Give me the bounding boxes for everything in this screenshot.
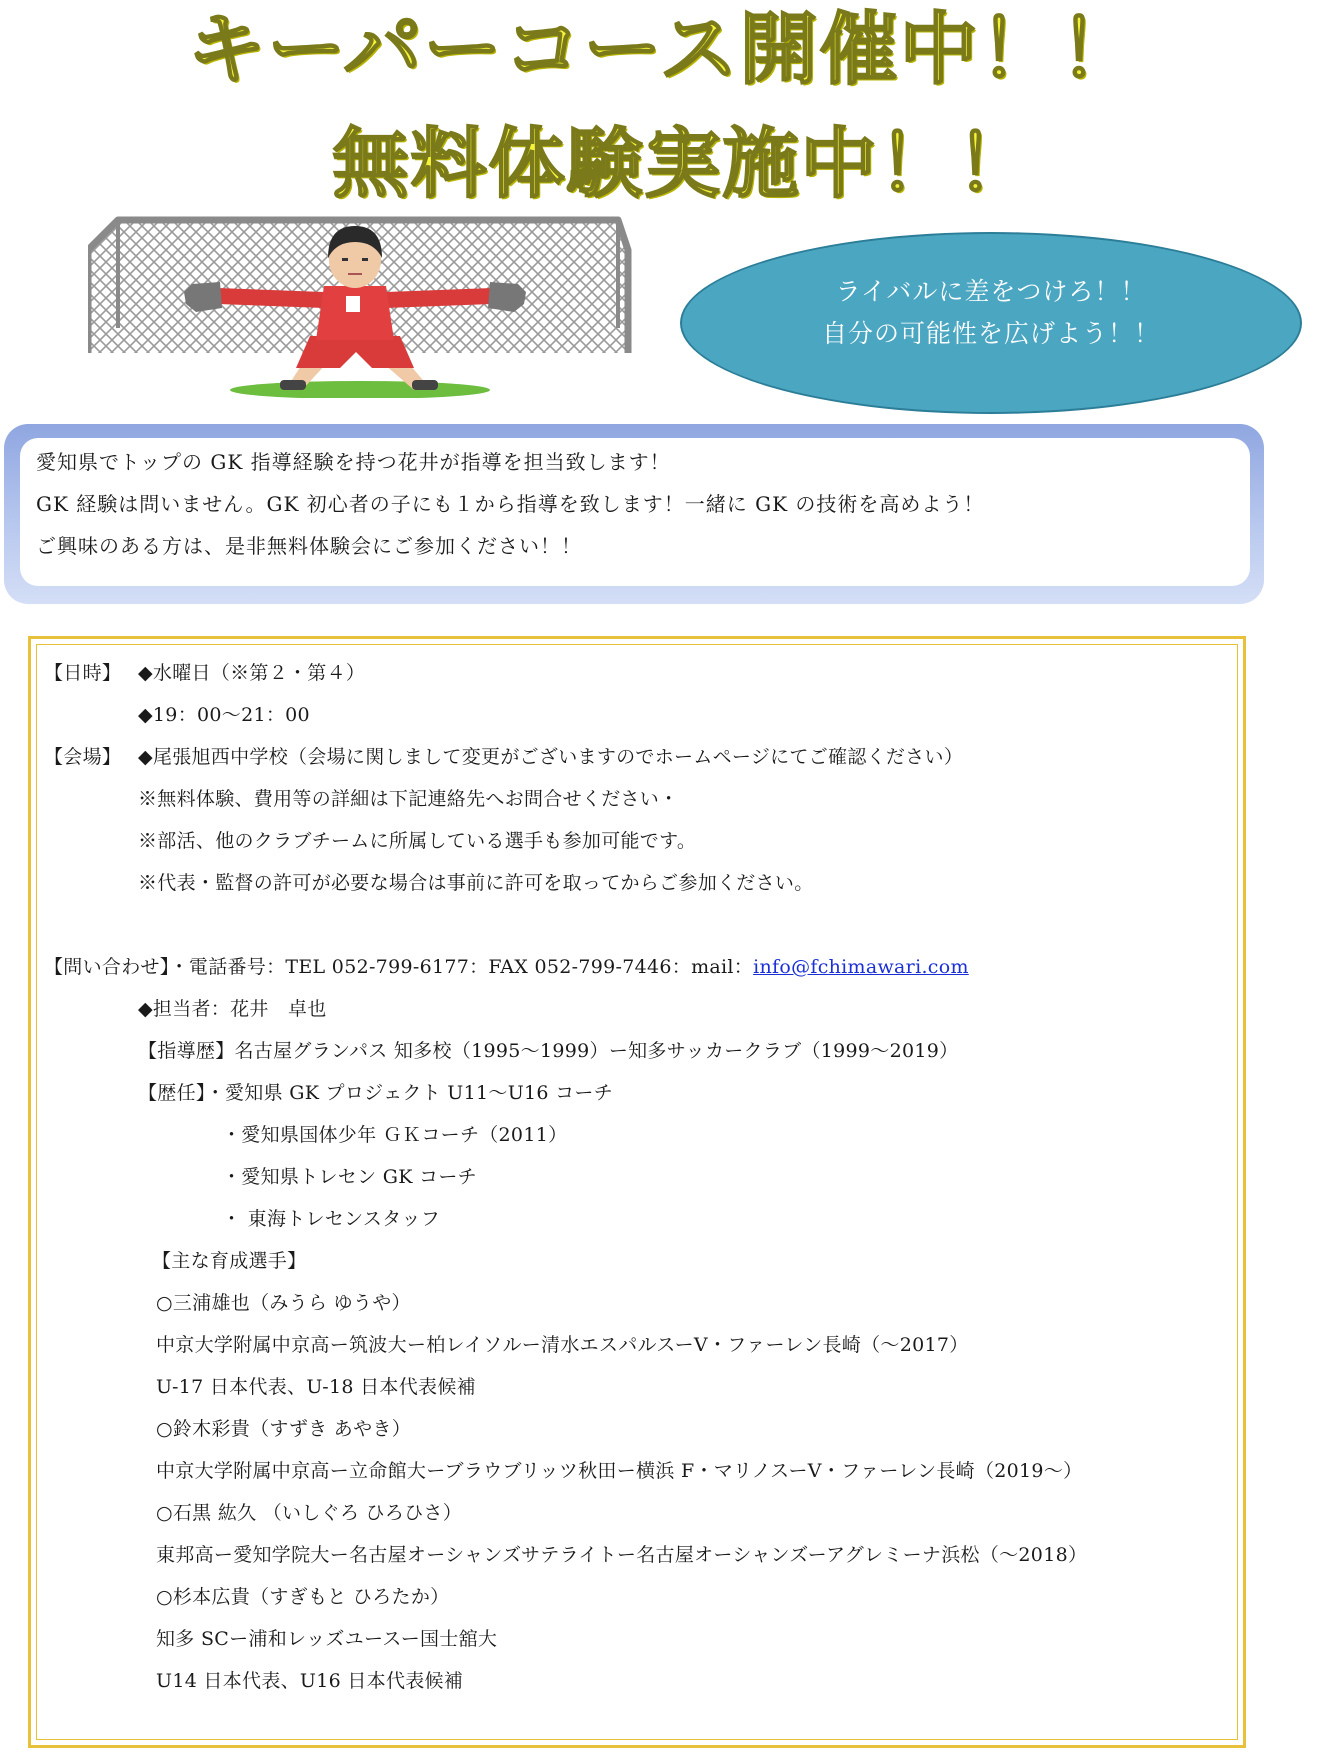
player-line: 知多 SCー浦和レッズユースー国士舘大 xyxy=(156,1628,498,1650)
contact-phone-fax: 【問い合わせ】・電話番号：TEL 052-799-6177：FAX 052-799-7446：mail： xyxy=(44,956,754,978)
contact-person: ◆担当者：花井 卓也 xyxy=(138,998,327,1020)
player-line: 中京大学附属中京高ー立命館大ーブラウブリッツ秋田ー横浜 F・マリノスーV・ファーレン長崎（2019〜） xyxy=(156,1460,1083,1482)
venue-label: 【会場】 xyxy=(44,746,122,768)
intro-line-2: GK 経験は問いません。GK 初心者の子にも１から指導を致します！一緒に GK の技術を高めよう！ xyxy=(36,492,985,516)
goalkeeper-illustration xyxy=(88,208,648,398)
callout-line-1: ライバルに差をつけろ！！ xyxy=(835,277,1147,306)
player-line: U-17 日本代表、U-18 日本代表候補 xyxy=(156,1376,476,1398)
intro-line-3: ご興味のある方は、是非無料体験会にご参加ください！！ xyxy=(36,534,582,558)
player-line: ○鈴木彩貴（すずき あやき） xyxy=(156,1418,412,1440)
position-1: ・愛知県国体少年 ＧＫコーチ（2011） xyxy=(222,1124,568,1146)
email-link[interactable]: info@fchimawari.com xyxy=(753,956,969,978)
venue-note-2: ※部活、他のクラブチームに所属している選手も参加可能です。 xyxy=(138,830,697,852)
player-line: ○三浦雄也（みうら ゆうや） xyxy=(156,1292,411,1314)
schedule-day: ◆水曜日（※第２・第４） xyxy=(138,662,366,684)
headline: キーパーコース開催中！！ xyxy=(187,5,1140,95)
position-3: ・ 東海トレセンスタッフ xyxy=(222,1208,441,1230)
venue-place: ◆尾張旭西中学校（会場に関しまして変更がございますのでホームページにてご確認ください） xyxy=(138,746,964,768)
venue-note-3: ※代表・監督の許可が必要な場合は事前に許可を取ってからご参加ください。 xyxy=(138,872,814,894)
player-line: 東邦高ー愛知学院大ー名古屋オーシャンズサテライトー名古屋オーシャンズーアグレミーナ浜松（〜2018） xyxy=(156,1544,1088,1566)
position-2: ・愛知県トレセン GK コーチ xyxy=(222,1166,477,1188)
positions-label: 【歴任】・愛知県 GK プロジェクト U11〜U16 コーチ xyxy=(138,1082,614,1104)
players-label: 【主な育成選手】 xyxy=(152,1250,307,1272)
coaching-history: 【指導歴】名古屋グランパス 知多校（1995〜1999）ー知多サッカークラブ（1999〜2019） xyxy=(138,1040,959,1062)
player-line: U14 日本代表、U16 日本代表候補 xyxy=(156,1670,464,1692)
player-line: 中京大学附属中京高ー筑波大ー柏レイソルー清水エスパルスーV・ファーレン長崎（〜2017） xyxy=(156,1334,969,1356)
venue-note-1: ※無料体験、費用等の詳細は下記連絡先へお問合せください・ xyxy=(138,788,679,810)
callout-line-2: 自分の可能性を広げよう！！ xyxy=(821,319,1160,348)
player-line: ○杉本広貴（すぎもと ひろたか） xyxy=(156,1586,450,1608)
player-line: ○石黒 紘久 （いしぐろ ひろひさ） xyxy=(156,1502,463,1524)
schedule-time: ◆19：00〜21：00 xyxy=(138,704,310,726)
intro-line-1: 愛知県でトップの GK 指導経験を持つ花井が指導を担当致します！ xyxy=(36,450,671,474)
subheadline: 無料体験実施中！！ xyxy=(332,119,1035,208)
schedule-label: 【日時】 xyxy=(44,662,122,684)
contact-line xyxy=(44,952,969,979)
